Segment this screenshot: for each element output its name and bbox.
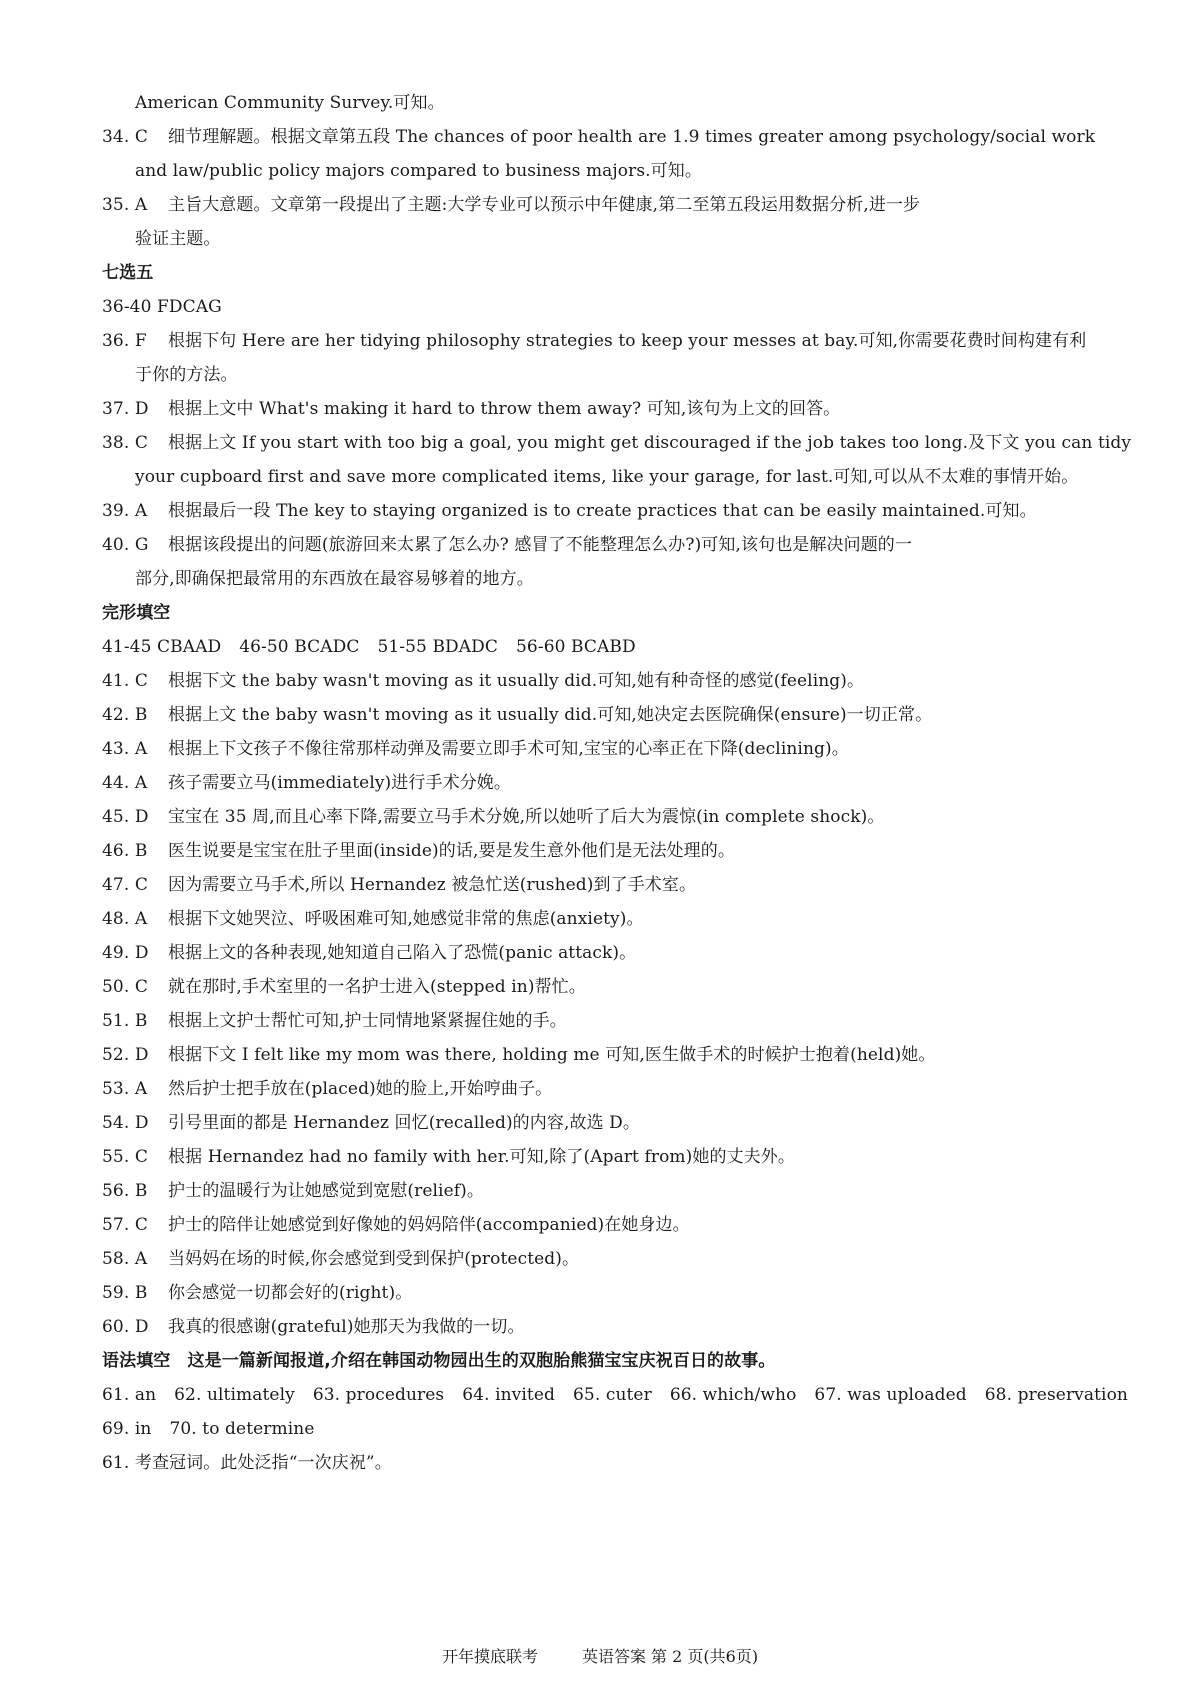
exam-name: 开年摸底联考: [441, 1647, 538, 1666]
answer-summary-61-68: [102, 1383, 1128, 1407]
answer-number: 50. C: [102, 977, 148, 997]
answer-item-46: [102, 839, 1110, 863]
answer-explanation: 你会感觉一切都会好的(right)。: [168, 1283, 413, 1303]
answer-item-48: [102, 907, 1110, 931]
answer-number: 36. F: [102, 331, 147, 351]
answer-item-44: [102, 771, 1110, 795]
answer-item-60: [102, 1315, 1110, 1339]
answer-summary-69-70: [102, 1417, 1110, 1441]
answer-group: 69. in: [102, 1419, 152, 1439]
answer-explanation: 根据上文 the baby wasn't moving as it usually did.可知,她决定去医院确保(ensure)一切正常。: [168, 705, 933, 725]
answer-group: 46-50 BCADC: [239, 637, 360, 657]
answer-group: 51-55 BDADC: [377, 637, 499, 657]
text-line: 验证主题。: [135, 229, 221, 249]
answer-group: 62. ultimately: [174, 1385, 295, 1405]
text-line: 于你的方法。: [135, 365, 238, 385]
answer-item-51: [102, 1009, 1110, 1033]
answer-number: 59. B: [102, 1283, 148, 1303]
answer-group: 65. cuter: [572, 1385, 652, 1405]
answer-number: 49. D: [102, 943, 149, 963]
answer-explanation: 当妈妈在场的时候,你会感觉到受到保护(protected)。: [168, 1249, 580, 1269]
answer-group: 61. an: [102, 1385, 157, 1405]
text-line: and law/public policy majors compared to business majors.可知。: [135, 161, 702, 181]
answer-explanation: 根据上文的各种表现,她知道自己陷入了恐慌(panic attack)。: [168, 943, 637, 963]
answer-explanation: 主旨大意题。文章第一段提出了主题:大学专业可以预示中年健康,第二至第五段运用数据分析,进一步: [168, 195, 921, 215]
answer-explanation: 宝宝在 35 周,而且心率下降,需要立马手术分娩,所以她听了后大为震惊(in complete shock)。: [168, 807, 885, 827]
answer-number: 41. C: [102, 671, 148, 691]
answer-item-61: 61. 考查冠词。此处泛指“一次庆祝”。: [102, 1453, 392, 1473]
answer-group: 68. preservation: [984, 1385, 1128, 1405]
answer-item-53: [102, 1077, 1110, 1101]
answer-item-52: [102, 1043, 1110, 1067]
answer-item-43: [102, 737, 1110, 761]
section-heading-seven-choose-five: 七选五: [102, 263, 154, 283]
answer-explanation: 根据上文护士帮忙可知,护士同情地紧紧握住她的手。: [168, 1011, 567, 1031]
answer-item-36: [102, 329, 1110, 353]
answer-number: 55. C: [102, 1147, 148, 1167]
text-line: American Community Survey.可知。: [135, 93, 445, 113]
answer-summary-36-40: 36-40 FDCAG: [102, 297, 222, 317]
answer-item-45: [102, 805, 1110, 829]
answer-item-49: [102, 941, 1110, 965]
answer-number: 35. A: [102, 195, 148, 215]
answer-explanation: 护士的陪伴让她感觉到好像她的妈妈陪伴(accompanied)在她身边。: [168, 1215, 690, 1235]
answer-item-57: [102, 1213, 1110, 1237]
answer-explanation: 就在那时,手术室里的一名护士进入(stepped in)帮忙。: [168, 977, 586, 997]
answer-explanation: 孩子需要立马(immediately)进行手术分娩。: [168, 773, 511, 793]
answer-number: 51. B: [102, 1011, 148, 1031]
answer-explanation: 我真的很感谢(grateful)她那天为我做的一切。: [168, 1317, 525, 1337]
answer-item-54: [102, 1111, 1110, 1135]
answer-item-34: [102, 125, 1110, 149]
answer-explanation: 根据最后一段 The key to staying organized is to create practices that can be easily maintained.可知。: [168, 501, 1037, 521]
answer-number: 45. D: [102, 807, 149, 827]
answer-explanation: 根据上文中 What's making it hard to throw them away? 可知,该句为上文的回答。: [168, 399, 841, 419]
page-footer: [0, 1646, 1200, 1668]
answer-item-35: [102, 193, 1110, 217]
section-heading-grammar-fill: 语法填空 这是一篇新闻报道,介绍在韩国动物园出生的双胞胎熊猫宝宝庆祝百日的故事。: [102, 1351, 776, 1371]
answer-explanation: 护士的温暖行为让她感觉到宽慰(relief)。: [168, 1181, 484, 1201]
answer-explanation: 根据上文 If you start with too big a goal, you might get discouraged if the job takes too long.及下文 you can tidy: [168, 433, 1132, 453]
answer-number: 47. C: [102, 875, 148, 895]
answer-group: 63. procedures: [312, 1385, 445, 1405]
page-number: 英语答案 第 2 页(共6页): [581, 1647, 759, 1666]
answer-number: 48. A: [102, 909, 148, 929]
answer-number: 54. D: [102, 1113, 149, 1133]
text-line: your cupboard first and save more complicated items, like your garage, for last.可知,可以从不太难的事情开始。: [135, 467, 1079, 487]
answer-group: 56-60 BCABD: [516, 637, 636, 657]
answer-explanation: 根据下文 the baby wasn't moving as it usually did.可知,她有种奇怪的感觉(feeling)。: [168, 671, 865, 691]
answer-item-39: [102, 499, 1110, 523]
answer-group: 64. invited: [462, 1385, 555, 1405]
answer-number: 56. B: [102, 1181, 148, 1201]
answer-explanation: 细节理解题。根据文章第五段 The chances of poor health are 1.9 times greater among psychology/social work: [168, 127, 1096, 147]
answer-item-50: [102, 975, 1110, 999]
answer-number: 53. A: [102, 1079, 148, 1099]
answer-number: 37. D: [102, 399, 149, 419]
answer-item-42: [102, 703, 1110, 727]
answer-number: 43. A: [102, 739, 148, 759]
answer-number: 39. A: [102, 501, 148, 521]
answer-number: 34. C: [102, 127, 148, 147]
answer-number: 46. B: [102, 841, 148, 861]
answer-group: 66. which/who: [669, 1385, 797, 1405]
answer-item-37: [102, 397, 1110, 421]
answer-explanation: 医生说要是宝宝在肚子里面(inside)的话,要是发生意外他们是无法处理的。: [168, 841, 735, 861]
answer-explanation: 然后护士把手放在(placed)她的脸上,开始哼曲子。: [168, 1079, 553, 1099]
answer-item-40: [102, 533, 1110, 557]
answer-explanation: 根据下文她哭泣、呼吸困难可知,她感觉非常的焦虑(anxiety)。: [168, 909, 644, 929]
answer-explanation: 根据下句 Here are her tidying philosophy strategies to keep your messes at bay.可知,你需要花费时间构建有利: [168, 331, 1087, 351]
answer-group: 41-45 CBAAD: [102, 637, 222, 657]
answer-number: 60. D: [102, 1317, 149, 1337]
answer-explanation: 因为需要立马手术,所以 Hernandez 被急忙送(rushed)到了手术室。: [168, 875, 697, 895]
answer-number: 52. D: [102, 1045, 149, 1065]
answer-summary-41-60: [102, 635, 1110, 659]
answer-item-59: [102, 1281, 1110, 1305]
answer-group: 67. was uploaded: [814, 1385, 967, 1405]
answer-number: 38. C: [102, 433, 148, 453]
answer-number: 57. C: [102, 1215, 148, 1235]
answer-explanation: 根据下文 I felt like my mom was there, holding me 可知,医生做手术的时候护士抱着(held)她。: [168, 1045, 936, 1065]
answer-group: 70. to determine: [169, 1419, 315, 1439]
answer-item-55: [102, 1145, 1110, 1169]
text-line: 部分,即确保把最常用的东西放在最容易够着的地方。: [135, 569, 534, 589]
answer-number: 44. A: [102, 773, 148, 793]
answer-number: 42. B: [102, 705, 148, 725]
answer-explanation: 引号里面的都是 Hernandez 回忆(recalled)的内容,故选 D。: [168, 1113, 641, 1133]
answer-explanation: 根据上下文孩子不像往常那样动弹及需要立即手术可知,宝宝的心率正在下降(declining)。: [168, 739, 849, 759]
answer-item-47: [102, 873, 1110, 897]
answer-explanation: 根据 Hernandez had no family with her.可知,除了(Apart from)她的丈夫外。: [168, 1147, 795, 1167]
answer-number: 58. A: [102, 1249, 148, 1269]
answer-explanation: 根据该段提出的问题(旅游回来太累了怎么办? 感冒了不能整理怎么办?)可知,该句也是解决问题的一: [168, 535, 912, 555]
answer-item-56: [102, 1179, 1110, 1203]
section-heading-cloze: 完形填空: [102, 603, 171, 623]
answer-item-41: [102, 669, 1110, 693]
answer-item-58: [102, 1247, 1110, 1271]
answer-number: 40. G: [102, 535, 149, 555]
answer-item-38: [102, 431, 1132, 455]
